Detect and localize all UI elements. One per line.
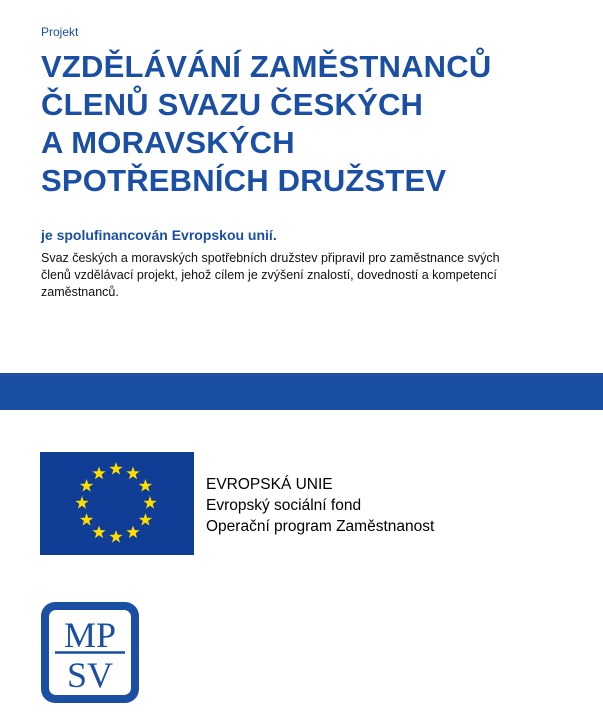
- title-line: A MORAVSKÝCH: [41, 125, 295, 160]
- blue-divider-band: [0, 373, 603, 410]
- description-line: členů vzdělávací projekt, jehož cílem je zvýšení znalostí, dovedností a kompetencí: [41, 268, 497, 282]
- cofinancing-subtitle: je spolufinancován Evropskou unií.: [41, 227, 277, 243]
- description-line: zaměstnanců.: [41, 285, 119, 299]
- project-kicker: Projekt: [41, 25, 79, 39]
- mpsv-logo-top: MP: [63, 615, 117, 655]
- eu-funding-text: [206, 474, 434, 537]
- mpsv-logo-bottom: SV: [66, 655, 114, 695]
- eu-text-line: Operační program Zaměstnanost: [206, 518, 435, 535]
- project-description: [41, 250, 561, 301]
- page-title: [41, 48, 491, 200]
- eu-text-line: Evropský sociální fond: [206, 497, 362, 514]
- description-line: Svaz českých a moravských spotřebních družstev připravil pro zaměstnance svých: [41, 251, 500, 265]
- title-line: SPOTŘEBNÍCH DRUŽSTEV: [41, 163, 447, 198]
- eu-text-line: EVROPSKÁ UNIE: [206, 476, 333, 493]
- title-line: VZDĚLÁVÁNÍ ZAMĚSTNANCŮ: [41, 49, 492, 84]
- title-line: ČLENŮ SVAZU ČESKÝCH: [41, 87, 424, 122]
- eu-flag-icon: [40, 452, 194, 555]
- mpsv-logo: [40, 601, 140, 704]
